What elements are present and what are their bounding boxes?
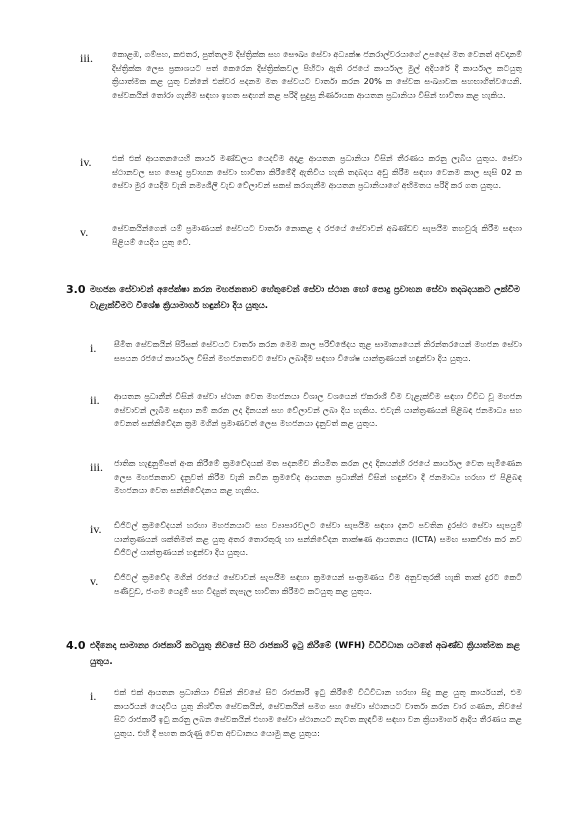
list-item-number: ii. — [90, 393, 100, 407]
list-item-number: v. — [80, 225, 89, 239]
section-number: 4.0 — [66, 639, 86, 652]
list-item-text: සීමිත සේවකයින් පිරිසක් සේවයට වාර්තා කරන මෙම කාල පරිච්ඡේදය තුළ සාමාන්‍යයෙන් නිරන්තරයෙන් මහජන සේවා සපයන රජයේ කාර්යාල විසින් මහජනතාවට සේවා ලබාදීම සඳහා විශේෂ යාන්ත්‍රණයන් හඳුන්වා දිය යුතුය. — [114, 339, 522, 363]
section-number: 3.0 — [66, 283, 86, 296]
list-item-number: i. — [90, 341, 97, 355]
list-item-number: iv. — [80, 155, 92, 169]
list-item-text: ඩිජිටල් ක්‍රමවේදයන් හරහා මහජනයාට සහ ව්‍යාපාරවලට සේවා සැපයීම සඳහා දැනට පවතින දුරස්ථ සේවා සැපයුම් යාන්ත්‍රණයන් ශක්තිමත් කළ යුතු අතර තොරතුරු හා සන්නිවේදන තාක්ෂණ ආයතනය (ICTA) සමඟ සාකච්ඡා කර නව ඩිජිටල් යාන්ත්‍රණයන් හඳුන්වා දිය යුතුය. — [114, 520, 522, 558]
list-item-text: ජාතික හැඳුනුම්පත් අංක කිරීමේ ක්‍රමවේදයක් මත පදනම්ව නියමිත කරන ලද දිනයන්හි රජයේ කාර්යාල වෙත පැමිණෙන ලෙස මහජනතාව දැනුවත් කිරීම වැනි නවීන ක්‍රමවේද ආයතන ප්‍රධානීන් විසින් හඳුන්වා දී ජනමාධ්‍ය හරහා ඒ පිළිබඳ මහජනයා වෙත සන්නිවේදනය කළ හැකිය. — [114, 458, 522, 496]
section-title: එදිනෙදා සාමාන්‍ය රාජකාරි කටයුතු නිවසේ සිට රාජකාරි ඉටු කිරීමේ (WFH) විධිවිධාන යටතේ අඛණ්ඩ ක්‍රියාත්මක කළ යුතුය. — [90, 641, 520, 667]
list-item-number: iv. — [90, 522, 102, 536]
list-item-text: ඩිජිටල් ක්‍රමවේද මගින් රජයේ සේවාවන් සැපයීම සඳහා ක්‍රමයෙන් සංක්‍රමණය වීම අනුවතුරකී හැකි තාක් දුරට කෙටි පණිවුඩ, ජංගම යෙදුම් සහ විද්‍යුත් තැපැල භාවිතා කිරීමට කටයුතු කළ යුතුය. — [114, 572, 522, 596]
list-item-number: i. — [90, 689, 97, 703]
list-item-number: iii. — [90, 460, 104, 474]
list-item-number: v. — [90, 574, 99, 588]
list-item-text: සේවකයින්ගෙන් යම් ප්‍රමාණයක් සේවයට වාර්තා නොකළ ද රජයේ සේවාවන් අඛණ්ඩව සැපයීම තහවුරු කිරීම සඳහා පිළියම් යෙදිය යුතු වේ. — [112, 223, 522, 247]
list-item-text: කොළඹ, ගම්පහ, කළුතර, පුත්තලම දිස්ත්‍රික්ක සහ සෞඛ්‍ය සේවා අධ්‍යක්ෂ ජනරාල්වරයාගේ උපදෙස් මත වෙනත් අවදානම් දිස්ත්‍රික්ක ලෙස ප්‍රකාශයට පත් කෙරෙන දිස්ත්‍රික්කවල පිහිටා ඇති රජයේ කාර්යාල මුල් අදියරේ දී කාර්යාල කටයුතු ක්‍රියාත්මක කළ යුතු වන්නේ එක්වර පදනම මත සේවයට වාර්තා කරන 20% ක සේවක සංඛ්‍යාවක සහභාගිත්වයෙනි. සේවකයින් තෝරා ගැනීම සඳහා ඉහත සඳහන් කළ පරිදි සුදුසු නිර්ණායක ආයතන ප්‍රධානියා විසින් භාවිතා කළ හැකිය. — [112, 49, 522, 100]
section-title: මහජන සේවාවන් අපේක්ෂා කරන මහජනතාව හේතුවෙන් සේවා ස්ථාන හෝ පොදු ප්‍රවාහන සේවා තදබදයකට ලක්වීම වැළැක්වීමට විශේෂ ක්‍රියාමාර්ග හඳුන්වා දිය යුතුය. — [90, 285, 520, 311]
list-item-text: එක් එක් ආයතන ප්‍රධානියා විසින් නිවසේ සිට රාජකාරි ඉටු කිරීමේ විධිවිධාන හරහා සිදු කළ යුතු කාර්යයන්, එම කාර්යයන් යෙදවිය යුතු නිශ්චිත සේවකයින්, සේවකයින් සමග සහ සේවා ස්ථානයට වාර්තා කරන වාර ගණන, නිවසේ සිට රාජකාරී ඉටු කරනු ලබන සේවකයින් එහාම සේවා ස්ථානයට නැවත කැඳවීම සඳහා වන ක්‍රියාමාර්ග ආදිය තීරණය කළ යුතුය. එහි දී පහත කරුණු වෙත අවධානය යොමු කළ යුතුය: — [114, 687, 522, 738]
list-item-text: එක් එක් ආයතනයෙහි කාර්ය මණ්ඩලය යෙදවීම අදාළ ආයතන ප්‍රධානියා විසින් තීරණය කරනු ලැබිය යුතුය. සේවා ස්ථානවල සහ පොදු ප්‍රවාහන සේවා භාවිතා කිරීමේදී ඇතිවිය හැකි තදබදය අඩු කිරීම සඳහා වෙනම කාල සැසි 02 ක සේවා මුර යෙදීම වැනි නම්‍යශීලී වැඩ වේලාවන් සකස් කරගැනීම ආයතන ප්‍රධානියාගේ අභිමතය පරිදි කර ගත යුතුය. — [112, 153, 522, 191]
list-item-number: iii. — [80, 51, 94, 65]
list-item-text: ආයතන ප්‍රධානීන් විසින් සේවා ස්ථාන වෙත මහජනයා විශාල වශයෙන් ඒකරාශී වීම වැළැක්වීම සඳහා විවිධ වූ මහජන සේවාවන් ලැබීම සඳහා නම් කරන ලද දිනයන් සහ වේලාවන් ලබා දිය හැකිය. එවැනි යාන්ත්‍රණයන් පිළිබඳ ජනමාධ්‍ය සහ වෙනත් සන්නිවේදන ක්‍රම මගින් ප්‍රමාණවත් ලෙස මහජනයා දැනුවත් කළ යුතුය. — [114, 391, 522, 429]
